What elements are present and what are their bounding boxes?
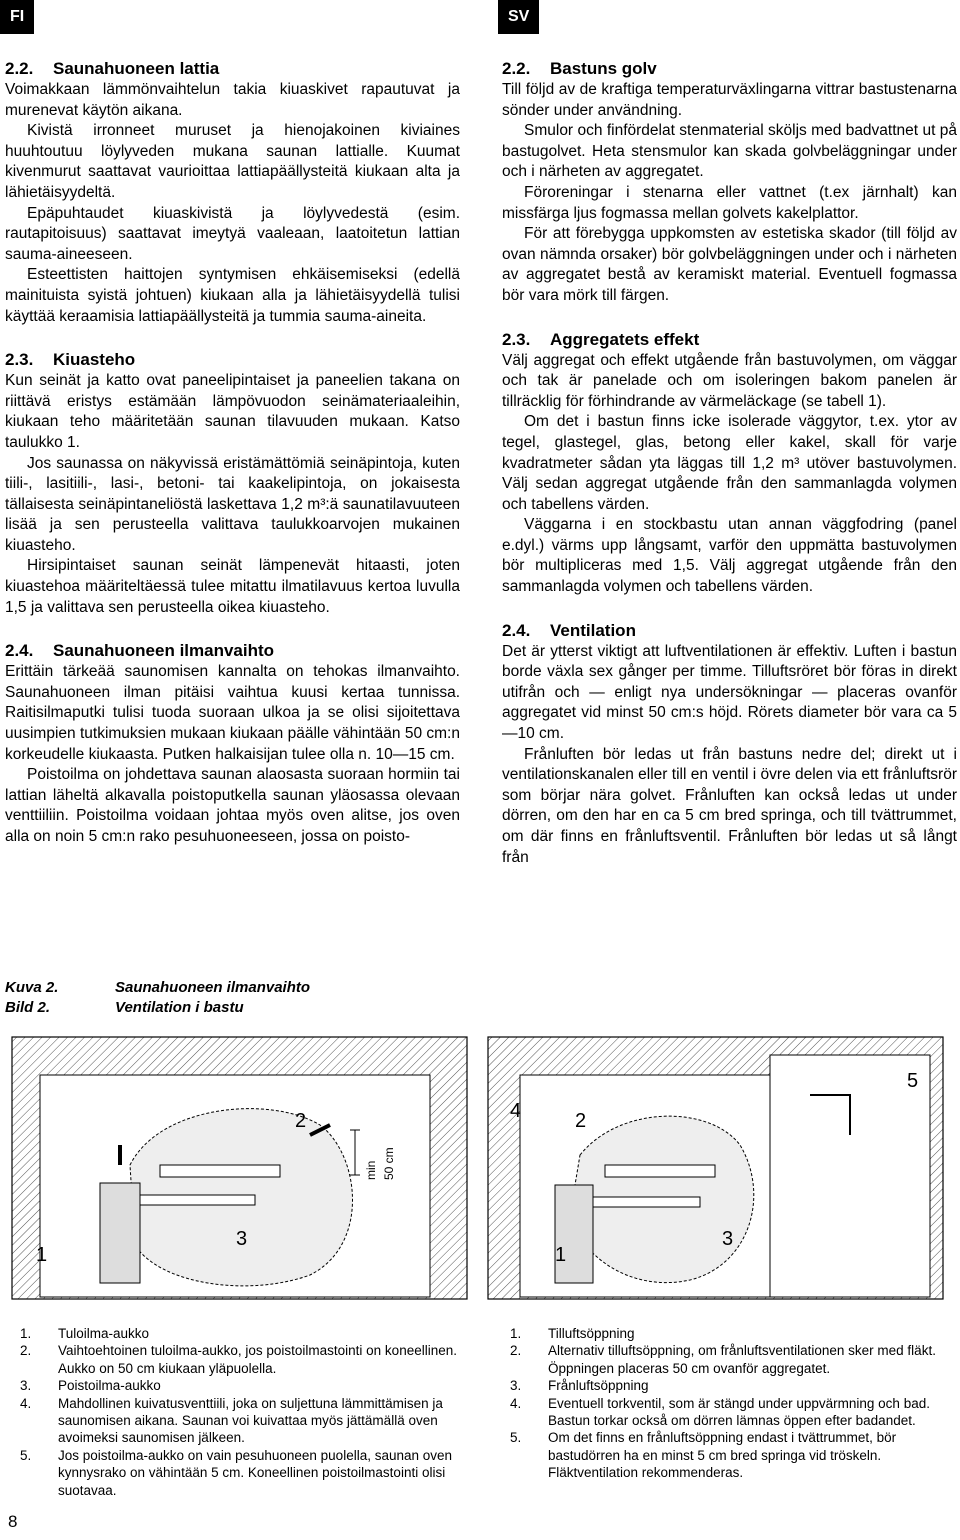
legend-item: 2. Alternativ tilluftsöppning, om frånluftsventilationen sker med fläkt. Öppningen placeras 50 cm ovanför aggregatet. (510, 1343, 936, 1376)
paragraph: Erittäin tärkeää saunomisen kannalta on tehokas ilmanvaihto. Saunahuoneen ilman pitäisi vaihtua kuusi kertaa tunnissa. Raitisilmaputki tulisi tuoda suoraan ulkoa ja se olisi sijoitettava uusimpien tutkimuksien mukaan kiukaan päälle vähintään 50 cm:n korkeudelle kiukaasta. Putken halkaisijan tulee olla n. 10—15 cm. (5, 663, 460, 763)
paragraph: Hirsipintaiset saunan seinät lämpenevät hitaasti, joten kiuastehoa määriteltäessä tulee mitattu ilmatilavuus kertoa luvulla 1,5 ja valittava sen perusteella oikea kiuasteho. (5, 557, 460, 616)
sauna-diagram-right (488, 1037, 943, 1299)
page-number: 8 (8, 1512, 18, 1531)
paragraph: Kun seinät ja katto ovat paneelipintaiset ja paneelien takana on riittävä eristys estämään lämpövuodon seinämateriaaleihin, kiukaan teho määritetään saunan tilavuuden mukaan. Katso taulukko 1. (5, 372, 460, 451)
legend-item: 1. Tilluftsöppning (510, 1326, 635, 1341)
label-5: 5 (907, 1070, 919, 1092)
lang-tab-sv: SV (498, 0, 539, 34)
paragraph: Väggarna i en stockbastu utan annan väggfodring (panel e.dyl.) värms upp långsamt, varför den uppmätta bastuvolymen bör multipliceras med 1,5. Välj aggregat utgående från den sammanlagda volymen och tabellens värden. (502, 516, 957, 596)
label-2: 2 (575, 1110, 587, 1132)
paragraph: Om det i bastun finns icke isolerade väggytor, t.ex. ytor av tegel, glastegel, glas, betong eller kakel, skall för varje kvadratmeter sådan yta läggas till 1,2 m³ utöver bastuvolymen. Välj sedan aggregat utgående från den sammanlagda volymen och tabellens värden. (502, 413, 957, 513)
measure-min: min (364, 1160, 378, 1180)
paragraph: Kivistä irronneet muruset ja hienojakoinen kiviaines huuhtoutuu löylyveden mukana saunan lattialle. Kuumat kivenmurut saattavat vaurioittaa lattiapäällysteitä kiukaan alta ja lähietäisyydeltä. (5, 122, 460, 201)
paragraph: Epäpuhtaudet kiuaskivistä ja löylyvedestä (esim. rautapitoisuus) saattavat imeytyä vaaleaan, laatoitetun lattian sauma-aineeseen. (5, 204, 460, 263)
legend-item: 3. Frånluftsöppning (510, 1378, 649, 1394)
paragraph: Jos saunassa on näkyvissä eristämättömiä seinäpintoja, kuten tiili-, lasitiili-, lasi-, betoni- tai kaakelipintoja, on jokaisesta tällaisesta seinäpintaneliöstä laskettava 1,2 m³:ä saunatilavuuteen lisää ja sen perusteella valittava taulukkoarvojen mukainen kiuasteho. (5, 454, 460, 554)
paragraph: Det är ytterst viktigt att luftventilationen är effektiv. Luften i bastun borde växla sex gånger per timme. Tilluftsröret bör föras in direkt utifrån och — enligt nya undersökningar — placeras ovanför aggregatet vid minst 50 cm:s höjd. Rörets diameter bör vara ca 5—10 cm. (502, 642, 957, 743)
sv-column (502, 58, 957, 868)
heater-icon (100, 1183, 140, 1283)
paragraph: Frånluften bör ledas ut från bastuns nedre del; direkt ut i ventilationskanalen eller till en ventil i övre delen via ett frånluftsrör som börjar nära golvet. Frånluften kan också ledas ut under dörren, om den har en ca 5 cm bred springa, och till tvättrummet, om där finns en frånluftsventil. Frånluften bör ledas ut så långt från (502, 745, 957, 866)
figure-caption: Kuva 2. Saunahuoneen ilmanvaihto Bild 2. Ventilation i bastu (5, 979, 311, 1016)
paragraph: Voimakkaan lämmönvaihtelun takia kiuaskivet rapautuvat ja murenevat käytön aikana. (5, 81, 460, 119)
legend-item: 4. Mahdollinen kuivatusventtiili, joka on suljettuna lämmittämisen ja saunomisen aikana. Saunan voi kuivattaa myös jättämällä oven avoimeksi saunomisen jälkeen. (20, 1395, 443, 1446)
legend-item: 5. Om det finns en frånluftsöppning endast i tvättrummet, bör bastudörren ha en minst 5 cm bred springa vid tröskeln. Fläktventilation rekommenderas. (510, 1430, 897, 1481)
section-heading: 2.4. Saunahuoneen ilmanvaihto (5, 641, 275, 661)
label-3: 3 (236, 1228, 248, 1250)
legend-fi (20, 1325, 460, 1499)
section-heading: 2.4. Ventilation (502, 620, 636, 640)
legend-item: 4. Eventuell torkventil, som är stängd under uppvärmning och bad. Bastun torkar också om dörren lämnas öppen efter badandet. (510, 1395, 930, 1429)
legend-sv (510, 1325, 950, 1482)
paragraph: Föroreningar i stenarna eller vattnet (t.ex järnhalt) kan missfärga ljus fogmassa mellan golvets kakelplattor. (502, 183, 957, 222)
paragraph: Välj aggregat och effekt utgående från bastuvolymen, om väggar och tak är panelade och om isoleringen bakom panelen är tillräcklig för förhindrande av värmeläckage (se tabell 1). (502, 351, 957, 410)
paragraph: Esteettisten haittojen syntymisen ehkäisemiseksi (edellä mainituista syistä johtuen) kiukaan alla ja lähietäisyydellä tulisi käyttää keraamisia lattiapäällysteitä ja tummia sauma-aineita. (5, 266, 460, 325)
paragraph: För att förebygga uppkomsten av estetiska skador (till följd av ovan nämnda orsaker) bör golvbeläggningen under och i närheten av aggregatet bestå av keramiskt material. Eventuell fogmassa bör vara mörk till färgen. (502, 225, 957, 304)
paragraph: Smulor och finfördelat stenmaterial sköljs med badvattnet ut på bastugolvet. Heta stensmulor kan skada golvbeläggningar under och i närheten av aggregatet. (502, 122, 957, 181)
heater-icon (555, 1185, 593, 1283)
section-heading: 2.2. Bastuns golv (502, 59, 657, 78)
section-heading: 2.3. Aggregatets effekt (502, 329, 700, 349)
paragraph: Till följd av de kraftiga temperaturväxlingarna vittrar bastustenarna sönder under användning. (502, 81, 957, 119)
label-3: 3 (722, 1228, 734, 1250)
lang-tab-fi: FI (0, 0, 34, 34)
label-4: 4 (510, 1100, 522, 1122)
legend-item: 5. Jos poistoilma-aukko on vain pesuhuoneen puolella, saunan oven kynnysrako on vähintään 5 cm. Koneellinen poistoilmastointi olisi suotavaa. (20, 1447, 453, 1498)
label-2: 2 (295, 1110, 307, 1132)
sauna-diagram-left (12, 1037, 467, 1299)
ventilation-figure (10, 1035, 945, 1335)
paragraph: Poistoilma on johdettava saunan alaosasta suoraan hormiin tai lattian läheltä alkavalla poistoputkella saunan yläosassa olevaan venttiiliin. Poistoilma voidaan johtaa myös oven alitse, jos oven alla on noin 5 cm:n rako pesuhuoneeseen, jossa on poisto- (5, 766, 460, 845)
section-heading: 2.2. Saunahuoneen lattia (5, 59, 220, 78)
section-heading: 2.3. Kiuasteho (5, 350, 136, 370)
legend-item: 3. Poistoilma-aukko (20, 1378, 161, 1394)
legend-item: 1. Tuloilma-aukko (20, 1326, 150, 1341)
measure-50cm: 50 cm (382, 1147, 396, 1180)
label-1: 1 (555, 1244, 567, 1266)
legend-item: 2. Vaihtoehtoinen tuloilma-aukko, jos poistoilmastointi on koneellinen. Aukko on 50 cm kiukaan yläpuolella. (20, 1343, 457, 1376)
fi-column (5, 58, 460, 848)
label-1: 1 (36, 1244, 48, 1266)
